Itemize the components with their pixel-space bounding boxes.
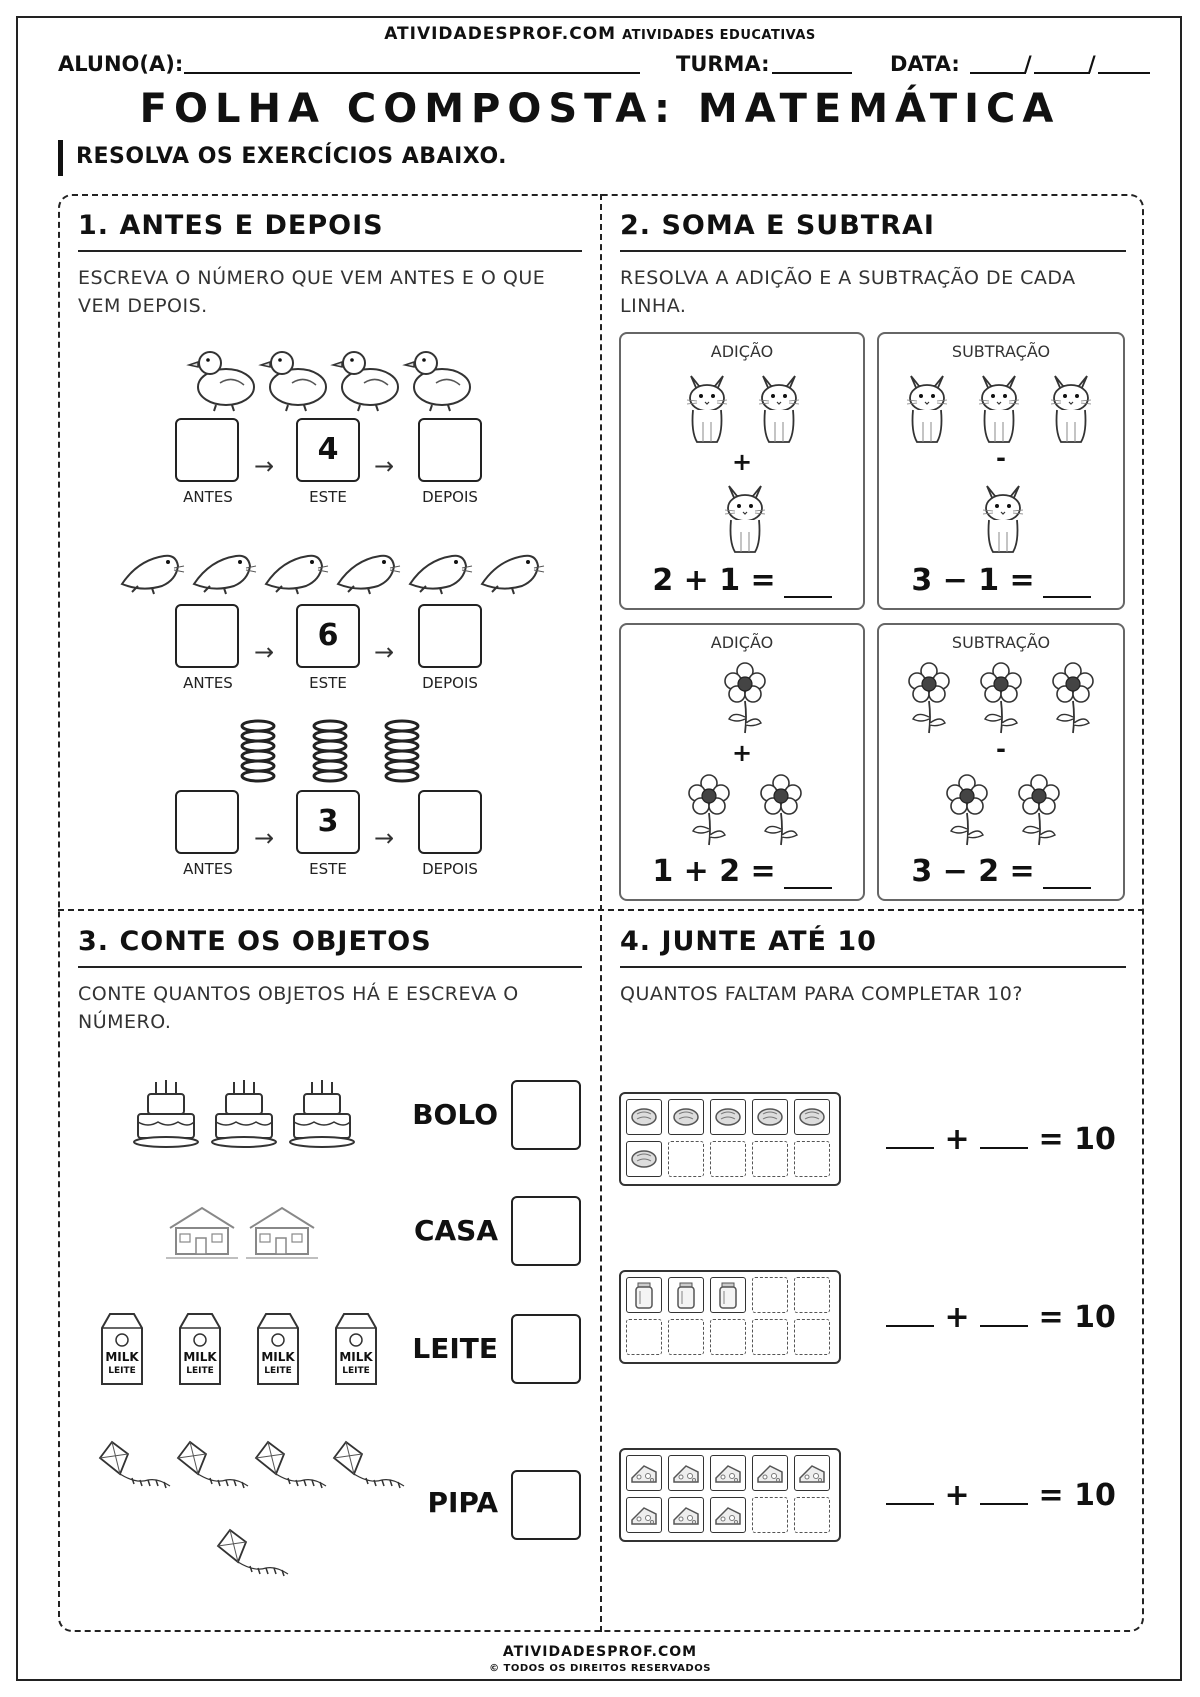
object-label: CASA [413, 1214, 498, 1247]
cheese-icon [629, 1500, 659, 1530]
empty-cell [794, 1497, 830, 1533]
section1-text: ESCREVA O NÚMERO QUE VEM ANTES E O QUE VEM DEPOIS. [78, 267, 546, 317]
answer-blank[interactable] [980, 1123, 1028, 1149]
carton-subtext: LEITE [264, 1366, 292, 1376]
equation-text: 3 − 1 = [911, 563, 1035, 598]
filled-cell [752, 1455, 788, 1491]
filled-cell [794, 1455, 830, 1491]
jar-icon [713, 1280, 743, 1310]
empty-cell [752, 1141, 788, 1177]
date-separator: / [1088, 52, 1096, 76]
card-label: SUBTRAÇÃO [951, 342, 1051, 361]
bread-icon [713, 1102, 743, 1132]
filled-cell [710, 1277, 746, 1313]
answer-blank[interactable] [886, 1123, 934, 1149]
section1-rule [78, 250, 582, 252]
filled-cell [668, 1099, 704, 1135]
kite-icon [256, 1442, 326, 1488]
spring-icon [386, 721, 418, 781]
section1-title: 1. ANTES E DEPOIS [78, 210, 384, 241]
equation-text: 1 + 2 = [652, 854, 776, 889]
arrow-icon: → [374, 824, 395, 852]
section2-text: RESOLVA A ADIÇÃO E A SUBTRAÇÃO DE CADA LINHA. [620, 267, 1076, 317]
answer-blank[interactable] [1043, 570, 1091, 598]
empty-cell [794, 1277, 830, 1313]
cheese-icon [755, 1458, 785, 1488]
cheese-icon [671, 1500, 701, 1530]
site-tagline: ATIVIDADES EDUCATIVAS [622, 28, 816, 43]
operator-sign: - [996, 735, 1006, 763]
cheese-icon [797, 1458, 827, 1488]
plus-sign: + [944, 1122, 970, 1157]
section4-text: QUANTOS FALTAM PARA COMPLETAR 10? [620, 983, 1023, 1005]
answer-blank[interactable] [784, 570, 832, 598]
label-before: ANTES [183, 674, 233, 692]
label-before: ANTES [183, 488, 233, 506]
vertical-divider [600, 194, 602, 1632]
aluno-label: ALUNO(A): [58, 52, 184, 76]
flower-icon [761, 775, 801, 845]
carton-text: MILK [261, 1350, 295, 1364]
filled-cell [626, 1455, 662, 1491]
filled-cell [626, 1141, 662, 1177]
date-day-field[interactable] [970, 72, 1026, 74]
count-answer-box[interactable] [511, 1080, 581, 1150]
cakes-picture [132, 1076, 362, 1156]
card-label: SUBTRAÇÃO [951, 633, 1051, 652]
flowers-bottom-picture [939, 769, 1079, 849]
jar-icon [629, 1280, 659, 1310]
seal-icon [482, 556, 544, 594]
footer-site: ATIVIDADESPROF.COM [502, 1644, 698, 1660]
cat-icon [687, 376, 727, 442]
page-title: FOLHA COMPOSTA: MATEMÁTICA [139, 86, 1061, 132]
instruction: RESOLVA OS EXERCÍCIOS ABAIXO. [76, 144, 508, 169]
kite-icon [100, 1442, 170, 1488]
section3-text: CONTE QUANTOS OBJETOS HÁ E ESCREVA O NÚMERO. [78, 983, 519, 1033]
cats-top-picture [901, 368, 1111, 448]
before-box[interactable] [175, 418, 239, 482]
label-this: ESTE [309, 674, 347, 692]
spring-icon [242, 721, 274, 781]
ten-frame [619, 1092, 841, 1186]
section4-title: 4. JUNTE ATÉ 10 [620, 926, 877, 957]
equation [879, 563, 1123, 598]
data-label: DATA: [890, 52, 960, 76]
empty-cell [794, 1141, 830, 1177]
card-label: ADIÇÃO [710, 633, 774, 652]
date-separator: / [1024, 52, 1032, 76]
bread-icon [797, 1102, 827, 1132]
turma-label: TURMA: [676, 52, 770, 76]
cake-icon [290, 1080, 354, 1147]
duck-icon [189, 352, 254, 411]
math-card-addition [619, 332, 865, 610]
arrow-icon: → [254, 452, 275, 480]
after-box[interactable] [418, 790, 482, 854]
house-icon [166, 1208, 238, 1258]
carton-subtext: LEITE [342, 1366, 370, 1376]
flower-icon [909, 663, 949, 733]
bread-icon [629, 1102, 659, 1132]
milk-carton-icon [94, 1312, 150, 1386]
section4-rule [620, 966, 1126, 968]
cats-bottom-picture [719, 478, 779, 558]
count-answer-box[interactable] [511, 1314, 581, 1384]
equals-ten: = 10 [1038, 1300, 1116, 1335]
empty-cell [752, 1497, 788, 1533]
flower-icon [981, 663, 1021, 733]
count-answer-box[interactable] [511, 1470, 581, 1540]
filled-cell [794, 1099, 830, 1135]
kite-icon [218, 1530, 288, 1576]
cheese-icon [713, 1500, 743, 1530]
ducks-picture [186, 345, 486, 415]
duck-icon [261, 352, 326, 411]
section2-rule [620, 250, 1126, 252]
duck-icon [405, 352, 470, 411]
after-box[interactable] [418, 418, 482, 482]
equation [621, 563, 863, 598]
seal-icon [194, 556, 256, 594]
empty-cell [752, 1277, 788, 1313]
section3-title: 3. CONTE OS OBJETOS [78, 926, 432, 957]
milk-cartons-picture [94, 1312, 394, 1388]
answer-blank[interactable] [1043, 861, 1091, 889]
arrow-icon: → [254, 824, 275, 852]
site-name: ATIVIDADESPROF.COM [384, 24, 617, 44]
label-after: DEPOIS [422, 488, 478, 506]
seal-icon [122, 556, 184, 594]
filled-cell [668, 1497, 704, 1533]
springs-picture [236, 718, 436, 788]
filled-cell [668, 1455, 704, 1491]
object-label: BOLO [412, 1098, 498, 1131]
object-label: PIPA [427, 1486, 498, 1519]
arrow-icon: → [374, 638, 395, 666]
before-box[interactable] [175, 790, 239, 854]
arrow-icon: → [374, 452, 395, 480]
filled-cell [710, 1455, 746, 1491]
filled-cell [626, 1497, 662, 1533]
math-card-subtraction [877, 623, 1125, 901]
cheese-icon [713, 1458, 743, 1488]
equals-ten: = 10 [1038, 1122, 1116, 1157]
flowers-top-picture [717, 657, 777, 737]
arrow-icon: → [254, 638, 275, 666]
cake-icon [212, 1080, 276, 1147]
sum-equation [886, 1478, 1116, 1513]
filled-cell [710, 1099, 746, 1135]
this-number-box: 4 [296, 418, 360, 482]
cheese-icon [629, 1458, 659, 1488]
instruction-bar [58, 140, 63, 176]
label-this: ESTE [309, 860, 347, 878]
label-this: ESTE [309, 488, 347, 506]
plus-sign: + [944, 1478, 970, 1513]
sum-equation [886, 1122, 1116, 1157]
footer-rights: © TODOS OS DIREITOS RESERVADOS [489, 1663, 711, 1674]
answer-blank[interactable] [980, 1301, 1028, 1327]
cats-bottom-picture [977, 478, 1037, 558]
answer-blank[interactable] [784, 861, 832, 889]
after-box[interactable] [418, 604, 482, 668]
spring-icon [314, 721, 346, 781]
seals-picture [118, 540, 548, 596]
cat-icon [983, 486, 1023, 552]
filled-cell [626, 1099, 662, 1135]
bread-icon [629, 1144, 659, 1174]
cat-icon [1051, 376, 1091, 442]
date-month-field[interactable] [1034, 72, 1090, 74]
milk-carton-icon [250, 1312, 306, 1386]
empty-cell [668, 1141, 704, 1177]
milk-carton-icon [172, 1312, 228, 1386]
cat-icon [907, 376, 947, 442]
cheese-icon [671, 1458, 701, 1488]
flowers-top-picture [901, 657, 1111, 737]
ten-frame [619, 1448, 841, 1542]
bread-icon [755, 1102, 785, 1132]
ten-frame [619, 1270, 841, 1364]
flower-icon [1053, 663, 1093, 733]
filled-cell [752, 1099, 788, 1135]
empty-cell [794, 1319, 830, 1355]
house-icon [246, 1208, 318, 1258]
equals-ten: = 10 [1038, 1478, 1116, 1513]
label-after: DEPOIS [422, 674, 478, 692]
count-answer-box[interactable] [511, 1196, 581, 1266]
answer-blank[interactable] [886, 1301, 934, 1327]
before-box[interactable] [175, 604, 239, 668]
flower-icon [947, 775, 987, 845]
empty-cell [668, 1319, 704, 1355]
plus-sign: + [944, 1300, 970, 1335]
horizontal-divider [58, 909, 1144, 911]
carton-text: MILK [183, 1350, 217, 1364]
flower-icon [689, 775, 729, 845]
date-year-field[interactable] [1098, 72, 1150, 74]
cat-icon [725, 486, 765, 552]
aluno-field[interactable] [184, 72, 640, 74]
answer-blank[interactable] [980, 1479, 1028, 1505]
math-card-subtraction [877, 332, 1125, 610]
seal-icon [338, 556, 400, 594]
cat-icon [979, 376, 1019, 442]
section2-title: 2. SOMA E SUBTRAI [620, 210, 935, 241]
math-card-addition [619, 623, 865, 901]
label-after: DEPOIS [422, 860, 478, 878]
answer-blank[interactable] [886, 1479, 934, 1505]
carton-text: MILK [339, 1350, 373, 1364]
carton-subtext: LEITE [186, 1366, 214, 1376]
site-header [0, 24, 1200, 44]
seal-icon [266, 556, 328, 594]
empty-cell [710, 1141, 746, 1177]
kite-icon [334, 1442, 404, 1488]
houses-picture [166, 1202, 336, 1262]
duck-icon [333, 352, 398, 411]
kite-icon [178, 1442, 248, 1488]
flower-icon [725, 663, 765, 733]
filled-cell [626, 1277, 662, 1313]
equation [879, 854, 1123, 889]
equation-text: 3 − 2 = [911, 854, 1035, 889]
turma-field[interactable] [772, 72, 852, 74]
flowers-bottom-picture [681, 769, 821, 849]
seal-icon [410, 556, 472, 594]
this-number-box: 3 [296, 790, 360, 854]
sum-equation [886, 1300, 1116, 1335]
cat-icon [759, 376, 799, 442]
section3-rule [78, 966, 582, 968]
empty-cell [626, 1319, 662, 1355]
operator-sign: + [731, 448, 753, 476]
filled-cell [668, 1277, 704, 1313]
cats-top-picture [681, 368, 821, 448]
carton-text: MILK [105, 1350, 139, 1364]
operator-sign: + [731, 739, 753, 767]
object-label: LEITE [412, 1332, 498, 1365]
kites-picture [92, 1436, 412, 1584]
card-label: ADIÇÃO [710, 342, 774, 361]
empty-cell [710, 1319, 746, 1355]
equation-text: 2 + 1 = [652, 563, 776, 598]
jar-icon [671, 1280, 701, 1310]
carton-subtext: LEITE [108, 1366, 136, 1376]
cake-icon [134, 1080, 198, 1147]
label-before: ANTES [183, 860, 233, 878]
filled-cell [710, 1497, 746, 1533]
bread-icon [671, 1102, 701, 1132]
operator-sign: - [996, 444, 1006, 472]
empty-cell [752, 1319, 788, 1355]
flower-icon [1019, 775, 1059, 845]
this-number-box: 6 [296, 604, 360, 668]
equation [621, 854, 863, 889]
